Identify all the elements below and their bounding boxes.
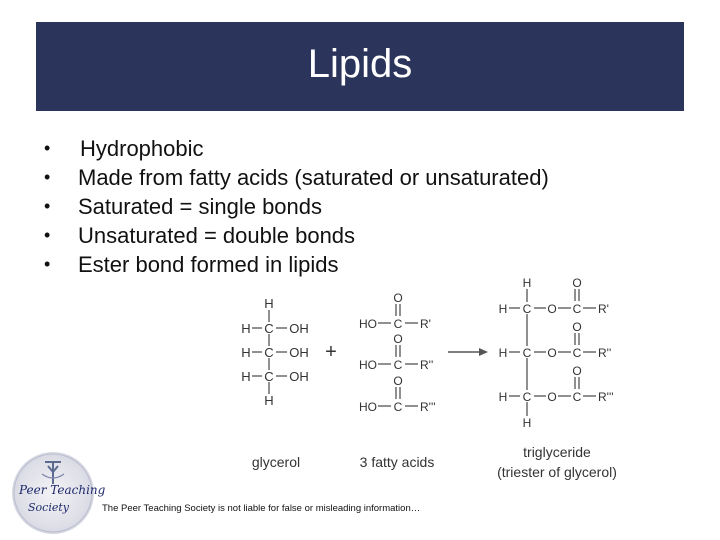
atom-label: H (498, 346, 508, 360)
bullet-marker: • (44, 138, 51, 158)
fatty-acid-atoms (359, 291, 436, 414)
bullet-text: Unsaturated = double bonds (78, 223, 356, 248)
atom-label: O (547, 346, 557, 360)
atom-label: H (522, 276, 532, 290)
bullet-text: Ester bond formed in lipids (78, 252, 339, 277)
bullet-marker: • (44, 225, 51, 245)
triglyceride-subcaption: (triester of glycerol) (497, 464, 617, 480)
bullet-text: Made from fatty acids (saturated or unsaturated) (78, 165, 549, 190)
atom-label: R' (598, 302, 609, 316)
atom-label: C (572, 302, 582, 316)
atom-label: H (241, 369, 251, 384)
atom-label: R''' (598, 390, 614, 404)
atom-label: C (264, 345, 274, 360)
glycerol-atoms (241, 296, 308, 408)
atom-label: C (393, 317, 403, 331)
atom-label: O (572, 364, 582, 378)
glycerol-caption: glycerol (251, 454, 301, 470)
reaction-arrow (448, 348, 488, 356)
bullet-text: Hydrophobic (80, 136, 204, 161)
atom-label: C (393, 358, 403, 372)
fatty-acids-caption: 3 fatty acids (359, 454, 435, 470)
bullet-marker: • (44, 167, 51, 187)
atom-label: C (522, 390, 532, 404)
atom-label: C (572, 346, 582, 360)
atom-label: O (547, 302, 557, 316)
bullet-text: Saturated = single bonds (78, 194, 323, 219)
atom-label: R' (420, 317, 431, 331)
logo-text-line1: Peer Teaching (19, 483, 106, 497)
atom-label: O (547, 390, 557, 404)
peer-teaching-society-logo (12, 452, 106, 534)
atom-label: O (393, 374, 403, 388)
atom-label: OH (289, 321, 309, 336)
atom-label: H (498, 390, 508, 404)
atom-label: H (241, 345, 251, 360)
logo-text-line2: Society (28, 501, 69, 514)
atom-label: C (522, 346, 532, 360)
atom-label: O (572, 276, 582, 290)
atom-label: O (393, 291, 403, 305)
atom-label: HO (359, 317, 377, 331)
atom-label: C (572, 390, 582, 404)
atom-label: C (264, 369, 274, 384)
atom-label: HO (359, 400, 377, 414)
atom-label: O (393, 332, 403, 346)
atom-label: C (393, 400, 403, 414)
disclaimer-text: The Peer Teaching Society is not liable for false or misleading information… (102, 503, 421, 514)
atom-label: O (572, 320, 582, 334)
triglyceride-caption: triglyceride (523, 444, 591, 460)
triglyceride-atoms (499, 276, 614, 430)
atom-label: R''' (420, 400, 436, 414)
atom-label: OH (289, 369, 309, 384)
atom-label: R'' (598, 346, 612, 360)
atom-label: C (522, 302, 532, 316)
atom-label: HO (359, 358, 377, 372)
diagram-captions (252, 444, 617, 480)
bullet-marker: • (44, 254, 51, 274)
atom-label: H (241, 321, 251, 336)
slide-title: Lipids (307, 42, 413, 86)
atom-label: C (264, 321, 274, 336)
bullet-marker: • (44, 196, 51, 216)
atom-label: H (264, 393, 274, 408)
atom-label: H (264, 296, 274, 311)
atom-label: R'' (420, 358, 434, 372)
atom-label: H (522, 416, 532, 430)
plus-sign: + (325, 341, 337, 363)
atom-label: H (498, 302, 508, 316)
atom-label: OH (289, 345, 309, 360)
